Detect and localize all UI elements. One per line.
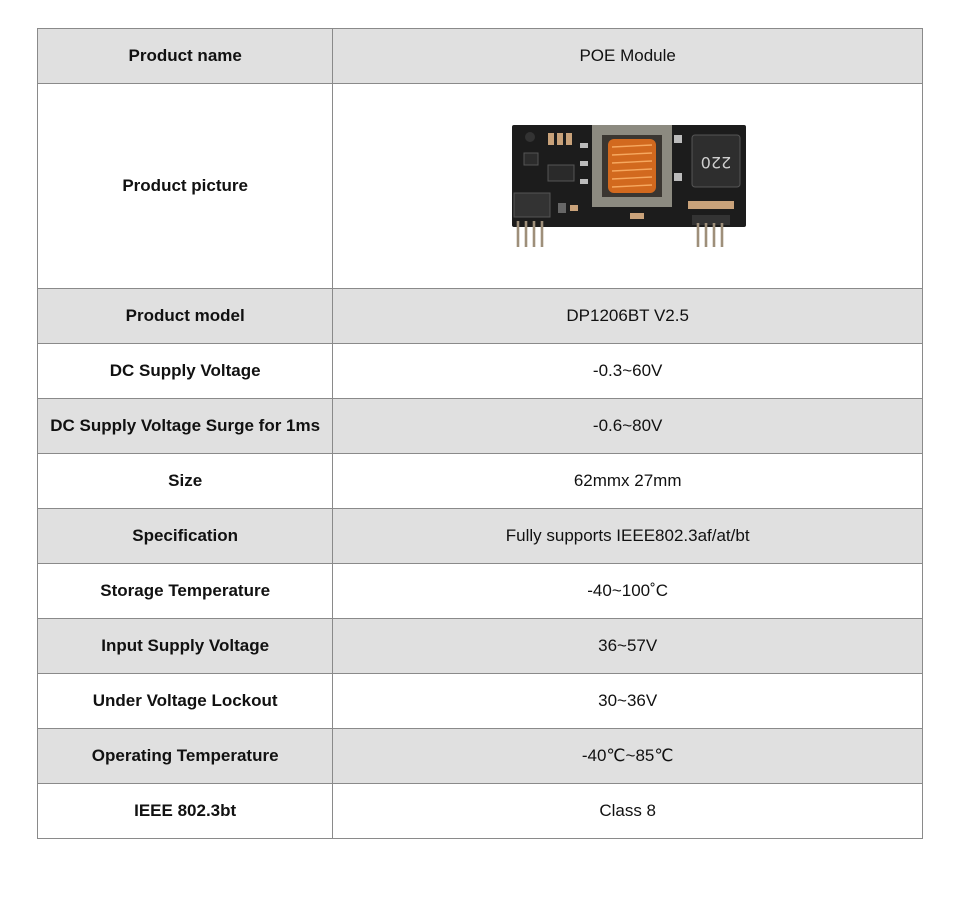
row-value: 30~36V xyxy=(333,674,923,729)
row-label: Product model xyxy=(38,289,333,344)
row-label: Specification xyxy=(38,509,333,564)
row-label: Input Supply Voltage xyxy=(38,619,333,674)
row-label: Storage Temperature xyxy=(38,564,333,619)
table-row xyxy=(38,564,923,619)
row-value: Fully supports IEEE802.3af/at/bt xyxy=(333,509,923,564)
row-label: DC Supply Voltage Surge for 1ms xyxy=(38,399,333,454)
table-row xyxy=(38,509,923,564)
table-row xyxy=(38,784,923,839)
table-row xyxy=(38,29,923,84)
row-value: 36~57V xyxy=(333,619,923,674)
row-label: Product name xyxy=(38,29,333,84)
row-label: IEEE 802.3bt xyxy=(38,784,333,839)
table-row xyxy=(38,729,923,784)
row-value: -0.6~80V xyxy=(333,399,923,454)
inductor-marking: 220 xyxy=(700,153,731,172)
table-row xyxy=(38,619,923,674)
row-label: Under Voltage Lockout xyxy=(38,674,333,729)
row-label: DC Supply Voltage xyxy=(38,344,333,399)
table-row xyxy=(38,289,923,344)
poe-module-photo xyxy=(508,121,748,251)
table-row xyxy=(38,399,923,454)
row-value: Class 8 xyxy=(333,784,923,839)
row-value: -40℃~85℃ xyxy=(333,729,923,784)
table-row xyxy=(38,454,923,509)
spec-table xyxy=(37,28,923,839)
row-value: 62mmx 27mm xyxy=(333,454,923,509)
row-label: Product picture xyxy=(38,84,333,289)
table-row xyxy=(38,674,923,729)
row-value: DP1206BT V2.5 xyxy=(333,289,923,344)
row-value: POE Module xyxy=(333,29,923,84)
table-row xyxy=(38,84,923,289)
row-value: -0.3~60V xyxy=(333,344,923,399)
row-value: -40~100˚C xyxy=(333,564,923,619)
product-picture-cell xyxy=(333,84,923,289)
row-label: Size xyxy=(38,454,333,509)
table-row xyxy=(38,344,923,399)
row-label: Operating Temperature xyxy=(38,729,333,784)
